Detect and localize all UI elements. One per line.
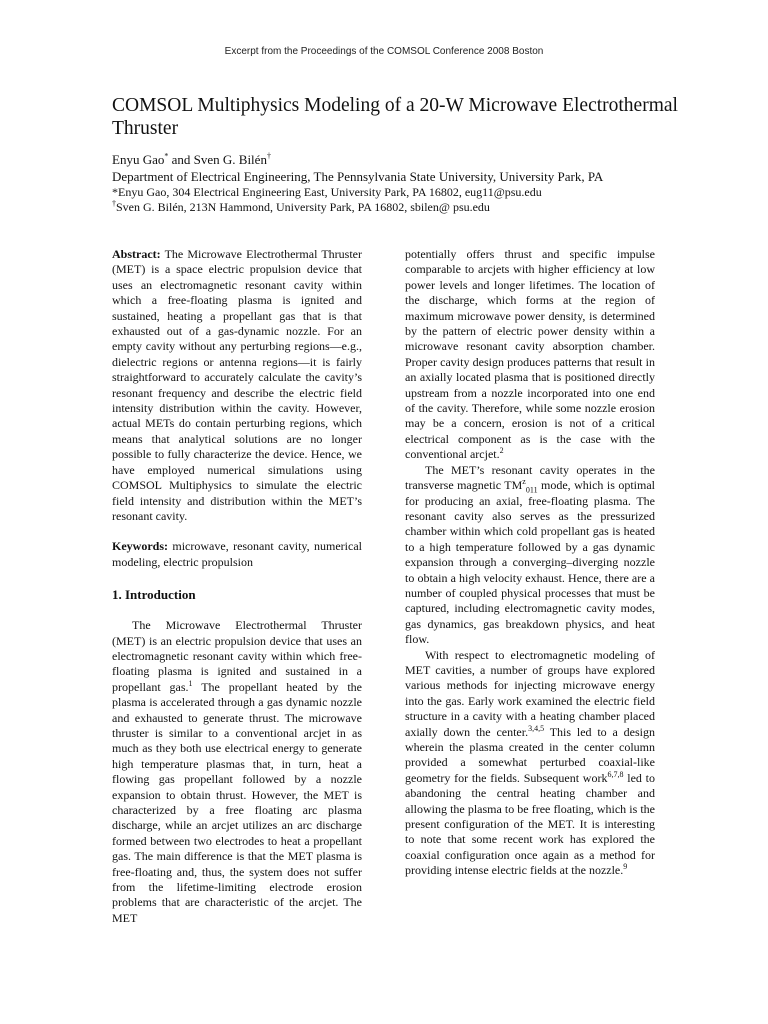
right-column [405,247,655,879]
author-1-mark: * [164,151,169,161]
right-p2-text-a: The MET’s resonant cavity operates in the transverse magnetic TM [405,462,655,493]
right-p2-text-b: mode, which is optimal for producing an axial, free-floating plasma. The resonant cavity also serves as the pressurized chamber within which cold propellant gas is heated to a high temperature followed by a gas dynamic expansion through a converging–diverging nozzle to obtain a high velocity exhaust. Hence, there are a number of coupled physical processes that must be captured, including electromagnetic cavity modes, gas dynamics, gas breakdown physics, and heat flow. [405,478,655,647]
right-p3-text-c: led to abandoning the central heating chamber and allowing the plasma to be free floating, which is the present configuration of the MET. It is interesting to note that some recent work has explored the coaxial configuration once again as a method for providing intense electric fields at the nozzle. [405,770,655,878]
right-p1-text: potentially offers thrust and specific impulse comparable to arcjets with higher efficiency at low power levels and longer lifetimes. The location of the discharge, which forms at the region of maximum microwave power density, is determined by the pattern of electric power density within a microwave resonant cavity absorption chamber. Proper cavity design produces patterns that result in an axially located plasma that is positioned directly upstream from a nozzle incorporated into one end of the cavity. Therefore, while some nozzle erosion may be a concern, erosion is not of a critical electrical component as is the case with the conventional arcjet. [405,247,655,462]
contact-2-text: Sven G. Bilén, 213N Hammond, University Park, PA 16802, sbilen@ psu.edu [116,200,490,214]
paper-title: COMSOL Multiphysics Modeling of a 20-W Microwave Electrothermal Thruster [112,95,678,139]
author-2: Sven G. Bilén [193,152,267,167]
author-and: and [168,152,194,167]
intro-p1-text-b: The propellant heated by the plasma is accelerated through a gas dynamic nozzle and exhausted to generate thrust. The microwave thruster is similar to a conventional arcjet in as much as they both use electrical energy to generate high temperature plasmas that, in turn, heat a flowing gas propellant followed by a nozzle expansion to obtain thrust. However, the MET is characterized by a free floating arc plasma discharge, while an arcjet utilizes an arc discharge formed between two electrodes to heat a propellant gas. The main difference is that the MET plasma is free-floating and, thus, the system does not suffer from the lifetime-limiting electrode erosion problems that are characteristic of the arcjet. The MET [112,679,362,925]
ref-1: 1 [188,678,193,688]
mode-superscript: z [522,477,526,487]
author-1: Enyu Gao [112,152,165,167]
ref-3-4-5: 3,4,5 [528,723,545,733]
keywords-label: Keywords: [112,539,168,554]
author-line [112,151,672,168]
right-paragraph-2 [405,463,655,648]
author-block [112,151,672,215]
keywords [112,539,362,570]
ref-2: 2 [499,446,504,456]
right-paragraph-3 [405,648,655,879]
right-p3-text-a: With respect to electromagnetic modeling of MET cavities, a number of groups have explored various methods for injecting microwave energy into the gas. Early work examined the electric field structure in a cavity with a heating chamber placed axially down the center. [405,647,655,739]
section-heading-introduction: 1. Introduction [112,587,196,603]
left-column [112,247,362,926]
abstract-text: The Microwave Electrothermal Thruster (MET) is a space electric propulsion device that uses an electromagnetic resonant cavity within which a free-floating plasma is ignited and sustained, heating a propellant gas that is that exhausted out of a gas-dynamic nozzle. For an empty cavity without any perturbing regions—e.g., dielectric regions or antenna regions—it is fairly straightforward to accurately calculate the cavity’s resonant frequency and describe the electric field intensity distribution within the cavity. However, actual METs do contain perturbing regions, which means that analytical solutions are no longer possible to fully characterize the device. Hence, we have employed numerical simulations using COMSOL Multiphysics to simulate the electric field intensity and distribution within the MET’s resonant cavity. [112,247,362,523]
right-p3-text-b: This led to a design wherein the plasma created in the center column provided a somewhat perturbed coaxial-like geometry for the fields. Subsequent work [405,724,655,785]
ref-6-7-8: 6,7,8 [607,769,624,779]
abstract-label: Abstract: [112,247,161,261]
contact-1: *Enyu Gao, 304 Electrical Engineering East, University Park, PA 16802, eug11@psu.edu [112,185,542,199]
keywords-text: microwave, resonant cavity, numerical modeling, electric propulsion [112,539,362,569]
affiliation: Department of Electrical Engineering, The Pennsylvania State University, University Park, PA [112,169,604,184]
contact-2-mark: † [112,199,116,208]
ref-9: 9 [623,862,628,872]
intro-paragraph-1 [112,618,362,926]
mode-subscript: 011 [525,485,538,495]
abstract [112,247,362,524]
running-header: Excerpt from the Proceedings of the COMSOL Conference 2008 Boston [224,46,544,57]
contact-2 [112,200,672,215]
right-paragraph-1 [405,247,655,463]
intro-p1-text-a: The Microwave Electrothermal Thruster (MET) is an electric propulsion device that uses an electromagnetic resonant cavity within which free-floating plasma is ignited and sustained in a propellant gas. [112,618,362,694]
author-2-mark: † [266,151,271,161]
